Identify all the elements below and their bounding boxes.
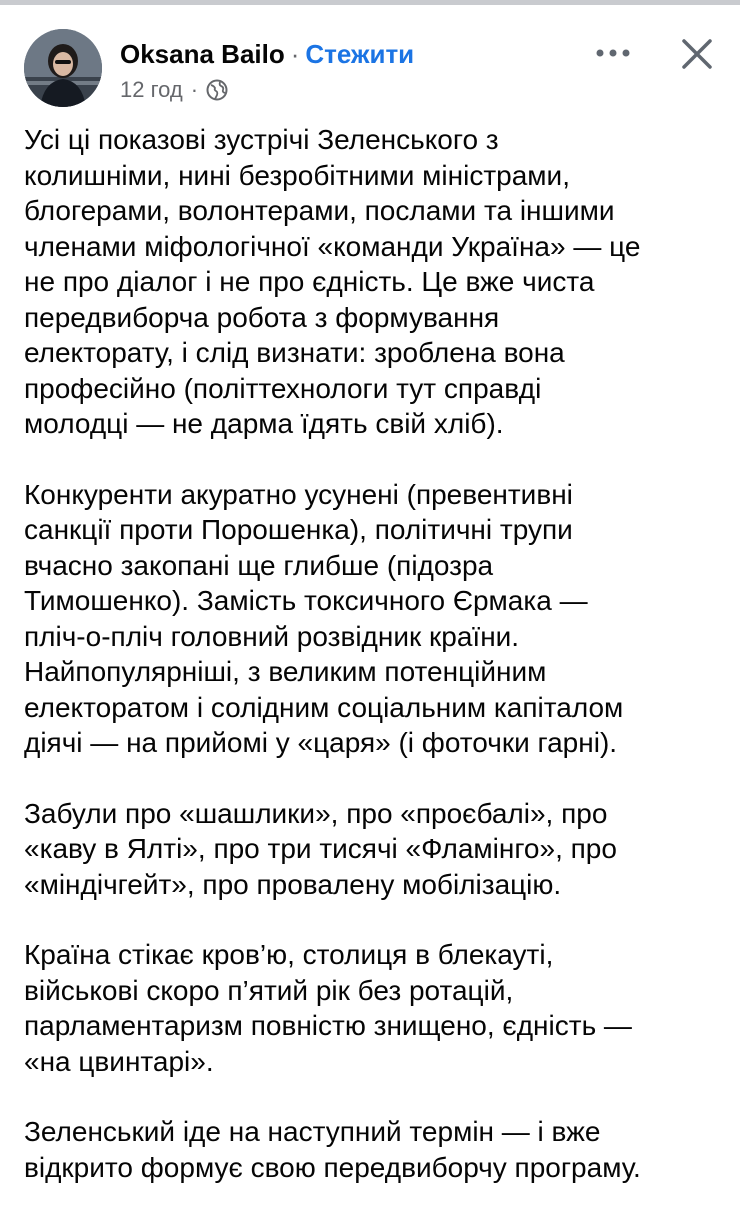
post-paragraph: Конкуренти акуратно усунені (превентивні санкції проти Порошенка), політичні трупи вчасно закопані ще глибше (підозра Тимошенко). Замість токсичного Єрмака — пліч-о-пліч головний розвідник країни. Найпопулярніші, з великим потенційним електоратом і солідним соціальним капіталом діячі — на прийомі у «царя» (і фоточки гарні). [24,478,624,758]
post-paragraph: Країна стікає кров’ю, столиця в блекауті, військові скоро п’ятий рік без ротацій, парламентаризм повністю знищено, єдність — «на цвинтарі». [24,939,632,1077]
post-header [0,5,740,115]
follow-button[interactable]: Стежити [305,38,415,69]
close-icon [672,29,722,79]
post-timestamp[interactable]: 12 год [120,77,183,102]
more-options-button[interactable] [588,35,638,71]
author-name[interactable]: Oksana Bailo [120,38,285,69]
more-horizontal-icon [588,35,638,71]
post-paragraph: Забули про «шашлики», про «проєбалі», про «каву в Ялті», про три тисячі «Фламінго», про «міндічгейт», про провалену мобілізацію. [24,797,617,900]
post-paragraph: Зеленський іде на наступний термін — і вже відкрито формує свою передвиборчу програму. [24,1116,641,1183]
post-text [24,122,724,1220]
globe-icon [206,79,228,101]
post-paragraph: Усі ці показові зустрічі Зеленського з колишніми, нині безробітними міністрами, блогерами, волонтерами, послами та іншими членами міфологічної «команди Україна» — це не про діалог і не про єдність. Це вже чиста передвиборча робота з формування електорату, і слід визнати: зроблена вона професійно (політтехнологи тут справді молодці — не дарма їдять свій хліб). [24,124,641,439]
close-button[interactable] [672,29,722,79]
post-meta [120,75,228,105]
author-avatar[interactable] [24,29,102,107]
author-line [120,37,414,71]
separator-dot: · [290,38,300,69]
meta-separator-dot: · [190,77,199,102]
